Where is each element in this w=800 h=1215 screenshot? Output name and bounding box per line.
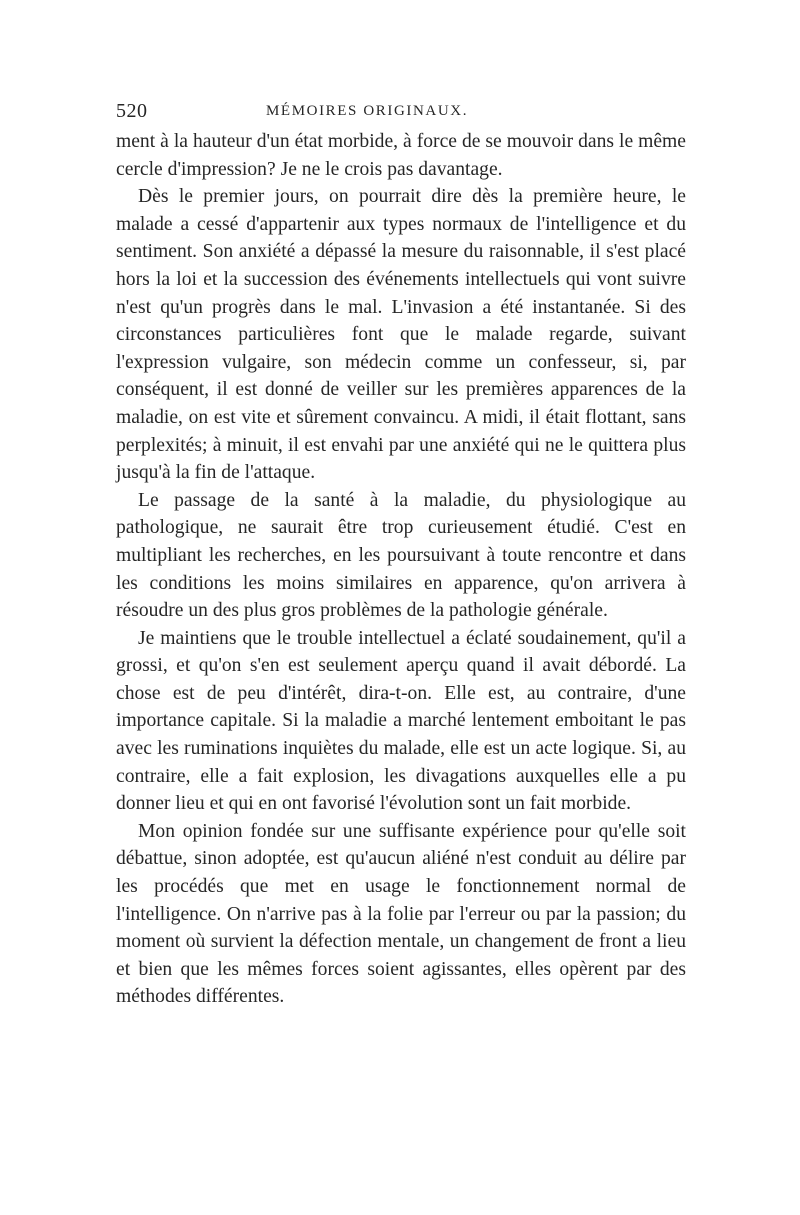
running-head: MÉMOIRES ORIGINAUX. xyxy=(266,103,469,119)
paragraph: Mon opinion fondée sur une suffisante expérience pour qu'elle soit débattue, sinon adoptée, est qu'aucun aliéné n'est conduit au délire par les procédés que met en usage le fonctionnement normal de l'intelligence. On n'arrive pas à la folie par l'erreur ou par la passion; du moment où survient la défection mentale, un changement de front a lieu et bien que les mêmes forces soient agissantes, elles opèrent par des méthodes différentes. xyxy=(116,820,686,1008)
paragraph: Le passage de la santé à la maladie, du physiologique au pathologique, ne saurait être trop curieusement étudié. C'est en multipliant les recherches, en les poursuivant à toute rencontre et dans les conditions les moins similaires en apparence, qu'on arrivera à résoudre un des plus gros problèmes de la pathologie générale. xyxy=(116,489,686,622)
paragraph-continuation: ment à la hauteur d'un état morbide, à force de se mouvoir dans le même cercle d'impression? Je ne le crois pas davantage. xyxy=(116,131,686,180)
page-header xyxy=(116,100,686,126)
paragraph: Je maintiens que le trouble intellectuel a éclaté soudainement, qu'il a grossi, et qu'on s'en est seulement aperçu quand il avait débordé. La chose est de peu d'intérêt, dira-t-on. Elle est, au contraire, d'une importance capitale. Si la maladie a marché lentement emboitant le pas avec les ruminations inquiètes du malade, elle est un acte logique. Si, au contraire, elle a fait explosion, les divagations auxquelles elle a pu donner lieu et qui en ont favorisé l'évolution sont un fait morbide. xyxy=(116,627,686,815)
paragraph: Dès le premier jours, on pourrait dire dès la première heure, le malade a cessé d'appartenir aux types normaux de l'intelligence et du sentiment. Son anxiété a dépassé la mesure du raisonnable, il s'est placé hors la loi et la succession des événements intellectuels qui vont suivre n'est qu'un progrès dans le mal. L'invasion a été instantanée. Si des circonstances particulières font que le malade regarde, suivant l'expression vulgaire, son médecin comme un confesseur, si, par conséquent, il est donné de veiller sur les premières apparences de la maladie, on est vite et sûrement convaincu. A midi, il était flottant, sans perplexités; à minuit, il est envahi par une anxiété qui ne le quittera plus jusqu'à la fin de l'attaque. xyxy=(116,186,686,484)
book-page xyxy=(116,100,686,1011)
page-number: 520 xyxy=(116,100,148,122)
